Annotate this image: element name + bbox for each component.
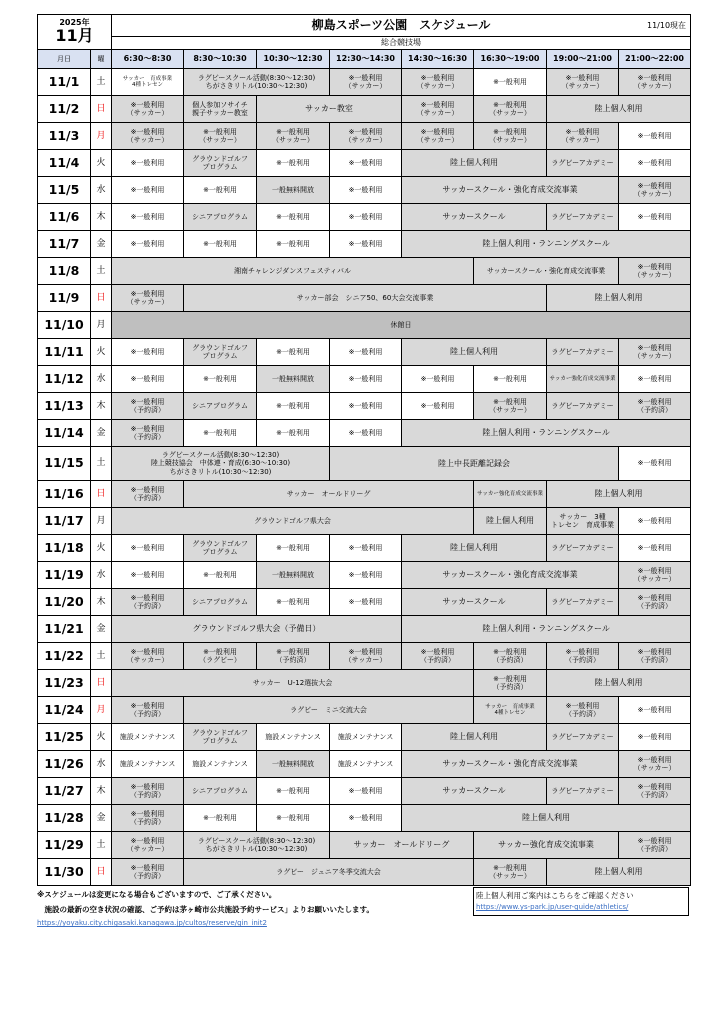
date-cell: 11/27: [38, 778, 91, 805]
schedule-cell: ※一般利用 （予約済）: [619, 643, 691, 670]
schedule-cell: 陸上個人利用: [402, 339, 547, 366]
schedule-cell: ※一般利用: [330, 535, 402, 562]
date-cell: 11/29: [38, 832, 91, 859]
schedule-cell: ※一般利用: [112, 535, 184, 562]
date-cell: 11/7: [38, 231, 91, 258]
schedule-cell: ※一般利用: [257, 420, 330, 447]
schedule-cell: ※一般利用: [619, 150, 691, 177]
schedule-cell: ※一般利用: [257, 805, 330, 832]
weekday-cell: 金: [91, 231, 112, 258]
weekday-cell: 日: [91, 670, 112, 697]
date-cell: 11/26: [38, 751, 91, 778]
weekday-cell: 木: [91, 778, 112, 805]
schedule-cell: サッカースクール・強化育成交流事業: [474, 258, 619, 285]
athletics-info-box: [473, 887, 689, 916]
day-row: [38, 393, 691, 420]
time-slot-header: 10:30～12:30: [257, 50, 330, 69]
schedule-cell: ※一般利用: [330, 339, 402, 366]
schedule-cell: ※一般利用 （サッカー）: [619, 339, 691, 366]
schedule-cell: ※一般利用: [330, 589, 402, 616]
schedule-cell: 一般無料開放: [257, 562, 330, 589]
schedule-cell: ※一般利用 （サッカー）: [402, 96, 474, 123]
schedule-cell: ※一般利用 （サッカー）: [619, 751, 691, 778]
schedule-cell: ※一般利用 （サッカー）: [547, 69, 619, 96]
day-row: [38, 420, 691, 447]
schedule-cell: ※一般利用: [184, 366, 257, 393]
schedule-cell: ※一般利用 （サッカー）: [402, 123, 474, 150]
schedule-cell: 陸上個人利用: [547, 96, 691, 123]
day-row: [38, 231, 691, 258]
weekday-cell: 日: [91, 859, 112, 886]
weekday-column-header: 曜: [91, 50, 112, 69]
weekday-cell: 土: [91, 643, 112, 670]
schedule-cell: ※一般利用 （サッカー）: [547, 123, 619, 150]
day-row: [38, 616, 691, 643]
schedule-cell: ※一般利用: [184, 805, 257, 832]
schedule-cell: ※一般利用 （予約済）: [547, 697, 619, 724]
weekday-cell: 水: [91, 751, 112, 778]
schedule-cell: 施設メンテナンス: [330, 751, 402, 778]
schedule-cell: グラウンドゴルフ県大会（予備日）: [112, 616, 402, 643]
month-label: 11月: [55, 26, 94, 46]
schedule-cell: 陸上個人利用: [547, 859, 691, 886]
schedule-cell: サッカースクール: [402, 778, 547, 805]
schedule-cell: 陸上個人利用: [474, 508, 547, 535]
schedule-cell: ※一般利用 （予約済）: [112, 697, 184, 724]
schedule-cell: 一般無料開放: [257, 366, 330, 393]
day-row: [38, 204, 691, 231]
weekday-cell: 水: [91, 562, 112, 589]
schedule-cell: ラグビースクール活動(8:30～12:30) 陸上競技協会 中体連・育成(6:30～10:30) ちがさきリトル(10:30～12:30): [112, 447, 330, 481]
schedule-cell: ※一般利用: [330, 150, 402, 177]
schedule-cell: ※一般利用: [619, 204, 691, 231]
schedule-cell: ※一般利用: [257, 393, 330, 420]
day-row: [38, 778, 691, 805]
schedule-cell: サッカー部会 シニア50、60大会交流事業: [184, 285, 547, 312]
schedule-cell: ※一般利用 （サッカー）: [402, 69, 474, 96]
schedule-cell: ラグビースクール活動(8:30～12:30) ちがさきリトル(10:30～12:30): [184, 832, 330, 859]
schedule-cell: ラグビーアカデミー: [547, 393, 619, 420]
schedule-cell: ラグビーアカデミー: [547, 339, 619, 366]
date-cell: 11/1: [38, 69, 91, 96]
schedule-cell: グラウンドゴルフ プログラム: [184, 150, 257, 177]
reservation-link[interactable]: https://yoyaku.city.chigasaki.kanagawa.jp/cultos/reserve/gin_init2: [37, 919, 267, 927]
schedule-cell: ※一般利用 （サッカー）: [619, 258, 691, 285]
month-header: [38, 15, 112, 50]
schedule-cell: ※一般利用 （サッカー）: [619, 562, 691, 589]
schedule-cell: ※一般利用 （予約済）: [112, 420, 184, 447]
schedule-cell: 陸上個人利用: [402, 724, 547, 751]
schedule-cell: ※一般利用: [112, 231, 184, 258]
schedule-cell: ※一般利用: [257, 204, 330, 231]
date-cell: 11/3: [38, 123, 91, 150]
date-cell: 11/13: [38, 393, 91, 420]
day-row: [38, 805, 691, 832]
weekday-cell: 火: [91, 339, 112, 366]
time-slot-header: 8:30～10:30: [184, 50, 257, 69]
schedule-cell: ※一般利用: [474, 69, 547, 96]
schedule-cell: ※一般利用: [257, 535, 330, 562]
schedule-cell: ※一般利用: [257, 231, 330, 258]
schedule-cell: グラウンドゴルフ プログラム: [184, 535, 257, 562]
weekday-cell: 水: [91, 366, 112, 393]
time-slot-header-row: [38, 50, 691, 69]
schedule-cell: ※一般利用 （予約済）: [112, 805, 184, 832]
schedule-cell: 休館日: [112, 312, 691, 339]
change-notice: ※スケジュールは変更になる場合もございますので、ご了承ください。: [37, 890, 277, 899]
weekday-cell: 木: [91, 393, 112, 420]
schedule-cell: ※一般利用: [184, 562, 257, 589]
schedule-cell: ※一般利用: [330, 204, 402, 231]
weekday-cell: 日: [91, 96, 112, 123]
schedule-cell: ※一般利用: [330, 778, 402, 805]
time-slot-header: 19:00～21:00: [547, 50, 619, 69]
schedule-cell: ※一般利用: [619, 123, 691, 150]
day-row: [38, 670, 691, 697]
schedule-cell: ※一般利用: [330, 177, 402, 204]
day-row: [38, 366, 691, 393]
weekday-cell: 木: [91, 589, 112, 616]
schedule-cell: グラウンドゴルフ プログラム: [184, 339, 257, 366]
schedule-cell: サッカー U-12選抜大会: [112, 670, 474, 697]
year-label: 2025年: [59, 18, 90, 28]
schedule-cell: ※一般利用 （サッカー）: [330, 643, 402, 670]
schedule-cell: ※一般利用 （サッカー）: [112, 832, 184, 859]
date-cell: 11/19: [38, 562, 91, 589]
schedule-cell: サッカースクール: [402, 589, 547, 616]
date-cell: 11/24: [38, 697, 91, 724]
weekday-cell: 金: [91, 805, 112, 832]
weekday-cell: 月: [91, 508, 112, 535]
schedule-sheet: [37, 14, 690, 886]
date-cell: 11/25: [38, 724, 91, 751]
schedule-cell: ※一般利用: [330, 366, 402, 393]
schedule-cell: ※一般利用 （サッカー）: [112, 123, 184, 150]
date-cell: 11/23: [38, 670, 91, 697]
weekday-cell: 水: [91, 177, 112, 204]
page-title: 柳島スポーツ公園 スケジュール: [311, 17, 491, 32]
schedule-cell: ※一般利用: [112, 204, 184, 231]
date-cell: 11/30: [38, 859, 91, 886]
schedule-cell: サッカー 3種 トレセン 育成事業: [547, 508, 619, 535]
day-row: [38, 177, 691, 204]
schedule-cell: ※一般利用: [257, 589, 330, 616]
schedule-cell: ※一般利用 （サッカー）: [112, 96, 184, 123]
schedule-cell: ※一般利用: [112, 562, 184, 589]
schedule-cell: サッカー強化育成交流事業: [474, 481, 547, 508]
day-row: [38, 643, 691, 670]
schedule-cell: サッカー強化育成交流事業: [547, 366, 619, 393]
schedule-cell: ※一般利用 （サッカー）: [474, 859, 547, 886]
date-cell: 11/10: [38, 312, 91, 339]
schedule-cell: ※一般利用: [619, 724, 691, 751]
schedule-cell: ※一般利用 （サッカー）: [112, 643, 184, 670]
day-row: [38, 751, 691, 778]
schedule-cell: ※一般利用 （サッカー）: [112, 285, 184, 312]
schedule-cell: ※一般利用: [330, 562, 402, 589]
day-row: [38, 258, 691, 285]
weekday-cell: 火: [91, 535, 112, 562]
schedule-cell: 陸上個人利用: [402, 150, 547, 177]
weekday-cell: 火: [91, 724, 112, 751]
schedule-cell: ※一般利用: [330, 805, 402, 832]
day-row: [38, 697, 691, 724]
schedule-cell: ※一般利用 （サッカー）: [474, 96, 547, 123]
schedule-cell: ※一般利用 （予約済）: [619, 778, 691, 805]
time-slot-header: 14:30～16:30: [402, 50, 474, 69]
schedule-cell: サッカー オールドリーグ: [184, 481, 474, 508]
time-slot-header: 12:30～14:30: [330, 50, 402, 69]
schedule-cell: サッカースクール・強化育成交流事業: [402, 751, 619, 778]
weekday-cell: 月: [91, 123, 112, 150]
weekday-cell: 金: [91, 420, 112, 447]
schedule-cell: 施設メンテナンス: [257, 724, 330, 751]
schedule-cell: ※一般利用 （予約済）: [474, 643, 547, 670]
schedule-cell: ラグビーアカデミー: [547, 589, 619, 616]
schedule-cell: ※一般利用: [619, 535, 691, 562]
date-cell: 11/2: [38, 96, 91, 123]
schedule-cell: シニアプログラム: [184, 204, 257, 231]
day-row: [38, 562, 691, 589]
date-cell: 11/15: [38, 447, 91, 481]
weekday-cell: 土: [91, 832, 112, 859]
schedule-cell: シニアプログラム: [184, 393, 257, 420]
schedule-cell: 一般無料開放: [257, 177, 330, 204]
day-row: [38, 285, 691, 312]
weekday-cell: 金: [91, 616, 112, 643]
schedule-cell: サッカー 育成事業 4種トレセン: [112, 69, 184, 96]
schedule-cell: ラグビーアカデミー: [547, 724, 619, 751]
schedule-cell: ※一般利用: [330, 231, 402, 258]
schedule-title-cell: [112, 15, 691, 37]
time-slot-header: 16:30～19:00: [474, 50, 547, 69]
schedule-cell: ※一般利用 （サッカー）: [257, 123, 330, 150]
schedule-cell: 陸上個人利用: [547, 481, 691, 508]
date-cell: 11/20: [38, 589, 91, 616]
schedule-cell: ※一般利用: [619, 366, 691, 393]
time-slot-header: 6:30～8:30: [112, 50, 184, 69]
schedule-cell: 施設メンテナンス: [112, 751, 184, 778]
schedule-cell: ラグビー ジュニア冬季交流大会: [184, 859, 474, 886]
schedule-cell: ※一般利用 （サッカー）: [619, 69, 691, 96]
schedule-cell: ※一般利用 （予約済）: [112, 589, 184, 616]
schedule-cell: サッカースクール: [402, 204, 547, 231]
day-row: [38, 447, 691, 481]
schedule-cell: ※一般利用 （予約済）: [112, 859, 184, 886]
date-cell: 11/22: [38, 643, 91, 670]
schedule-cell: ※一般利用 （予約済）: [257, 643, 330, 670]
day-row: [38, 535, 691, 562]
weekday-cell: 木: [91, 204, 112, 231]
schedule-cell: ※一般利用: [619, 447, 691, 481]
schedule-cell: ※一般利用 （予約済）: [474, 670, 547, 697]
day-row: [38, 69, 691, 96]
day-row: [38, 123, 691, 150]
schedule-cell: 陸上個人利用・ランニングスクール: [402, 616, 691, 643]
schedule-cell: ※一般利用 （サッカー）: [330, 69, 402, 96]
schedule-cell: ※一般利用: [619, 508, 691, 535]
schedule-cell: グラウンドゴルフ県大会: [112, 508, 474, 535]
day-row: [38, 589, 691, 616]
schedule-cell: ラグビーアカデミー: [547, 778, 619, 805]
schedule-cell: サッカー教室: [257, 96, 402, 123]
schedule-cell: ※一般利用: [184, 420, 257, 447]
day-row: [38, 859, 691, 886]
schedule-cell: ※一般利用: [257, 150, 330, 177]
schedule-cell: ラグビー ミニ交流大会: [184, 697, 474, 724]
schedule-cell: ※一般利用 （予約済）: [402, 643, 474, 670]
time-slot-header: 21:00～22:00: [619, 50, 691, 69]
schedule-cell: ※一般利用 （予約済）: [619, 832, 691, 859]
schedule-cell: ※一般利用: [257, 339, 330, 366]
schedule-table: [37, 14, 691, 886]
weekday-cell: 土: [91, 447, 112, 481]
schedule-cell: サッカー オールドリーグ: [330, 832, 474, 859]
date-cell: 11/17: [38, 508, 91, 535]
schedule-cell: シニアプログラム: [184, 589, 257, 616]
date-cell: 11/14: [38, 420, 91, 447]
schedule-cell: グラウンドゴルフ プログラム: [184, 724, 257, 751]
schedule-cell: 個人参加ソサイチ 親子サッカー教室: [184, 96, 257, 123]
schedule-cell: ※一般利用: [112, 339, 184, 366]
schedule-cell: ラグビーアカデミー: [547, 150, 619, 177]
schedule-cell: 陸上中長距離記録会: [330, 447, 619, 481]
schedule-cell: ※一般利用 （サッカー）: [619, 177, 691, 204]
schedule-cell: 陸上個人利用: [547, 285, 691, 312]
schedule-cell: ※一般利用 （予約済）: [547, 643, 619, 670]
date-cell: 11/8: [38, 258, 91, 285]
as-of-date: 11/10現在: [647, 21, 687, 30]
venue-label: 総合競技場: [112, 37, 691, 50]
schedule-cell: サッカー強化育成交流事業: [474, 832, 619, 859]
schedule-cell: 施設メンテナンス: [184, 751, 257, 778]
weekday-cell: 月: [91, 312, 112, 339]
schedule-cell: ※一般利用: [112, 366, 184, 393]
date-cell: 11/4: [38, 150, 91, 177]
weekday-cell: 日: [91, 285, 112, 312]
schedule-cell: ※一般利用: [402, 366, 474, 393]
schedule-cell: ※一般利用: [402, 393, 474, 420]
schedule-cell: 施設メンテナンス: [112, 724, 184, 751]
schedule-cell: 陸上個人利用: [547, 670, 691, 697]
schedule-cell: 陸上個人利用・ランニングスクール: [402, 420, 691, 447]
date-cell: 11/11: [38, 339, 91, 366]
weekday-cell: 火: [91, 150, 112, 177]
schedule-cell: シニアプログラム: [184, 778, 257, 805]
schedule-cell: ※一般利用 （サッカー）: [474, 123, 547, 150]
schedule-cell: 施設メンテナンス: [330, 724, 402, 751]
schedule-cell: ラグビーアカデミー: [547, 204, 619, 231]
schedule-cell: ※一般利用 （サッカー）: [330, 123, 402, 150]
date-cell: 11/5: [38, 177, 91, 204]
schedule-cell: 一般無料開放: [257, 751, 330, 778]
date-cell: 11/12: [38, 366, 91, 393]
schedule-cell: ※一般利用: [184, 177, 257, 204]
schedule-cell: ※一般利用 （ラグビー）: [184, 643, 257, 670]
athletics-info-link[interactable]: https://www.ys-park.jp/user-guide/athletics/: [476, 903, 629, 911]
schedule-cell: ※一般利用: [619, 697, 691, 724]
schedule-cell: ※一般利用: [330, 420, 402, 447]
schedule-cell: ※一般利用: [112, 150, 184, 177]
day-row: [38, 312, 691, 339]
schedule-cell: ※一般利用 （サッカー）: [184, 123, 257, 150]
day-row: [38, 724, 691, 751]
day-row: [38, 508, 691, 535]
date-cell: 11/21: [38, 616, 91, 643]
date-cell: 11/6: [38, 204, 91, 231]
date-cell: 11/16: [38, 481, 91, 508]
schedule-cell: ※一般利用 （予約済）: [112, 481, 184, 508]
schedule-cell: ※一般利用 （予約済）: [112, 778, 184, 805]
schedule-cell: ※一般利用 （予約済）: [619, 589, 691, 616]
schedule-cell: ラグビーアカデミー: [547, 535, 619, 562]
schedule-cell: サッカースクール・強化育成交流事業: [402, 562, 619, 589]
day-row: [38, 96, 691, 123]
schedule-cell: 陸上個人利用: [402, 805, 691, 832]
day-row: [38, 150, 691, 177]
schedule-cell: ※一般利用: [184, 231, 257, 258]
date-column-header: 月日: [38, 50, 91, 69]
date-cell: 11/28: [38, 805, 91, 832]
date-cell: 11/9: [38, 285, 91, 312]
schedule-cell: 湘南チャレンジダンスフェスティバル: [112, 258, 474, 285]
schedule-cell: ※一般利用: [474, 366, 547, 393]
schedule-cell: 陸上個人利用・ランニングスクール: [402, 231, 691, 258]
schedule-cell: ※一般利用: [257, 778, 330, 805]
weekday-cell: 日: [91, 481, 112, 508]
schedule-cell: ※一般利用 （予約済）: [112, 393, 184, 420]
athletics-info-label: 陸上個人利用ご案内はこちらをご確認ください: [476, 891, 634, 900]
schedule-cell: ※一般利用 （サッカー）: [474, 393, 547, 420]
day-row: [38, 339, 691, 366]
day-row: [38, 481, 691, 508]
date-cell: 11/18: [38, 535, 91, 562]
day-row: [38, 832, 691, 859]
schedule-cell: ラグビースクール活動(8:30～12:30) ちがさきリトル(10:30～12:30): [184, 69, 330, 96]
weekday-cell: 土: [91, 69, 112, 96]
reservation-notice: 施設の最新の空き状況の確認、ご予約は茅ヶ崎市公共施設予約サービス」よりお願いいたします。: [37, 905, 374, 914]
schedule-cell: ※一般利用: [112, 177, 184, 204]
schedule-cell: サッカースクール・強化育成交流事業: [402, 177, 619, 204]
weekday-cell: 月: [91, 697, 112, 724]
schedule-cell: ※一般利用 （予約済）: [619, 393, 691, 420]
schedule-cell: 陸上個人利用: [402, 535, 547, 562]
schedule-cell: ※一般利用: [330, 393, 402, 420]
weekday-cell: 土: [91, 258, 112, 285]
schedule-cell: サッカー 育成事業 4種トレセン: [474, 697, 547, 724]
